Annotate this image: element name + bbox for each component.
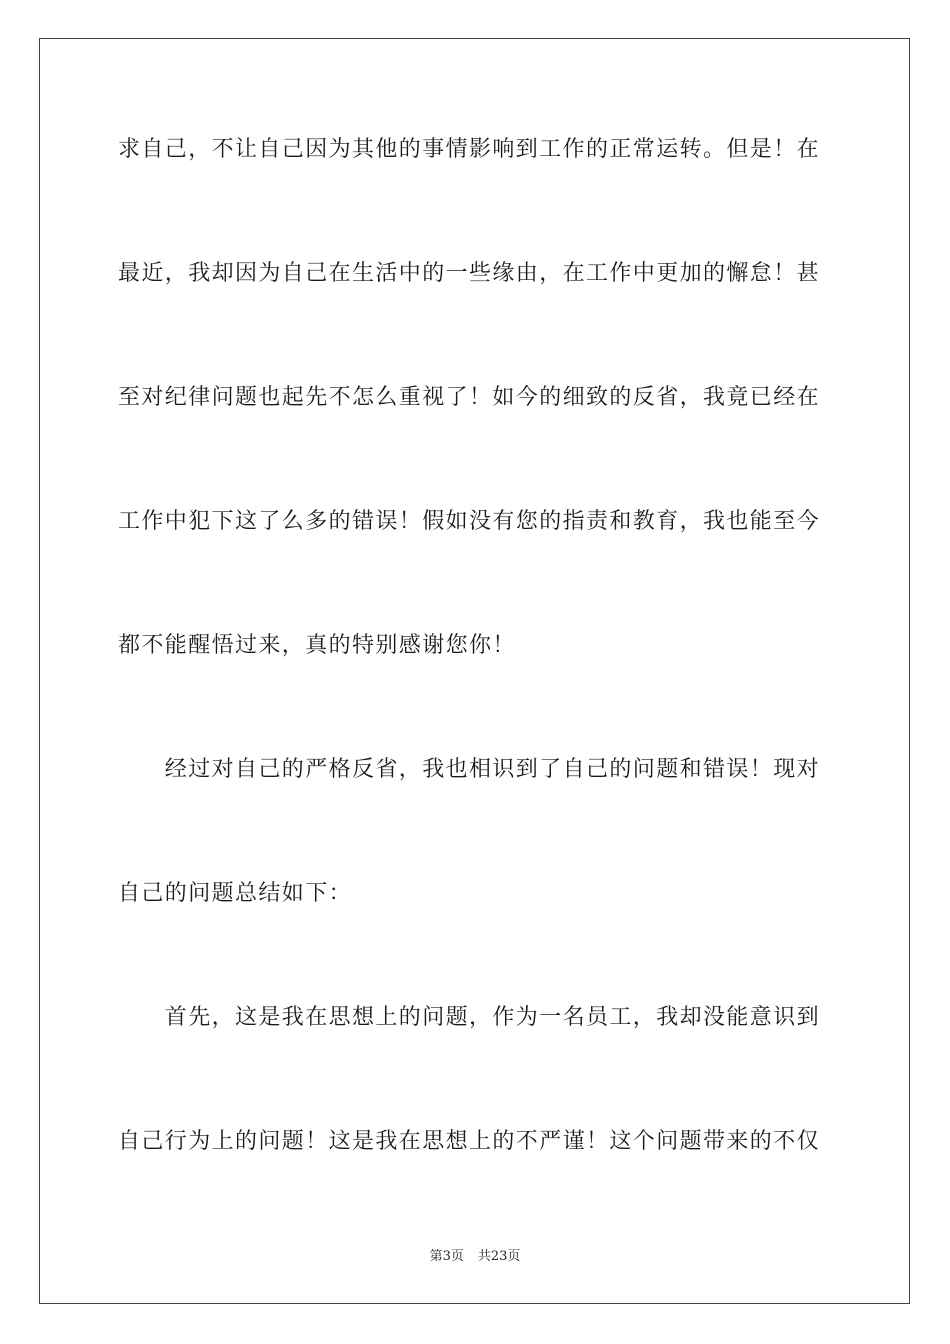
text-line-7: 自己的问题总结如下： [118,881,353,906]
text-line-6: 经过对自己的严格反省，我也相识到了自己的问题和错误！现对 [118,757,821,782]
page-border [39,38,910,1304]
text-line-8: 首先，这是我在思想上的问题，作为一名员工，我却没能意识到 [118,1005,821,1030]
text-line-4: 工作中犯下这了么多的错误！假如没有您的指责和教育，我也能至今 [118,509,821,534]
text-line-1: 求自己，不让自己因为其他的事情影响到工作的正常运转。但是！在 [118,137,821,162]
page-number: 第3页 [429,1249,464,1264]
text-line-9: 自己行为上的问题！这是我在思想上的不严谨！这个问题带来的不仅 [118,1129,821,1154]
text-line-2: 最近，我却因为自己在生活中的一些缘由，在工作中更加的懈怠！甚 [118,261,821,286]
page-footer [0,1248,950,1266]
page-total: 共23页 [477,1249,521,1264]
text-line-3: 至对纪律问题也起先不怎么重视了！如今的细致的反省，我竟已经在 [118,385,821,410]
text-line-5: 都不能醒悟过来，真的特别感谢您你！ [118,633,516,658]
